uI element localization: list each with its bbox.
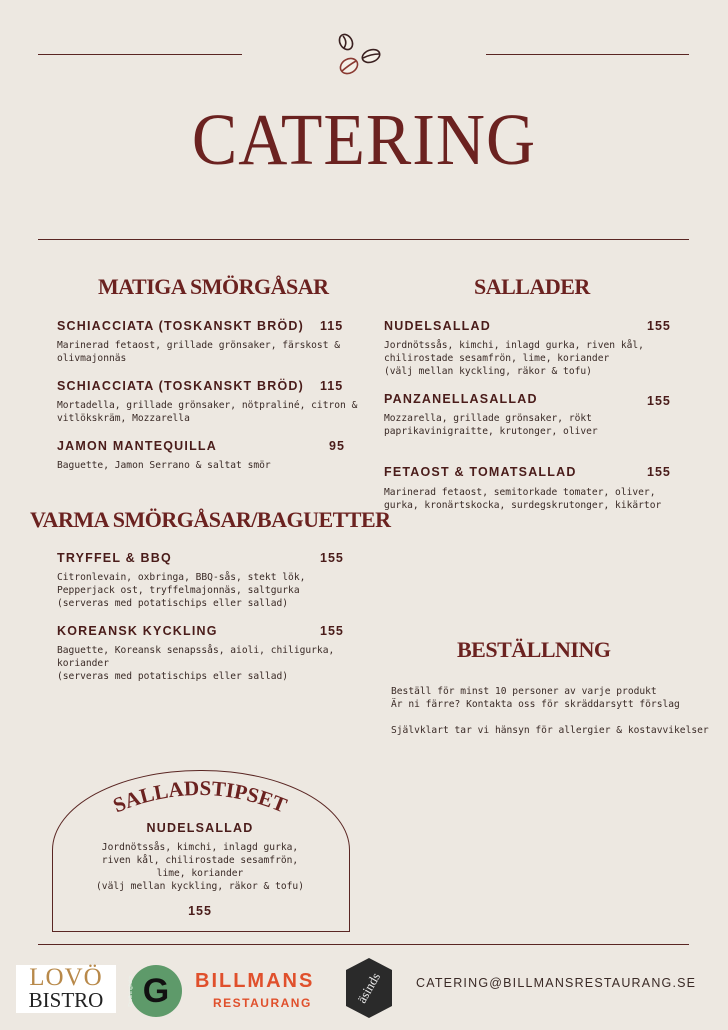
salad-tip-heading-text: SALLADSTIPSET [109,775,291,818]
g-logo-letter: G [142,972,170,1010]
menu-item-desc: Jordnötssås, kimchi, inlagd gurka, riven kål, chilirostade sesamfrön, lime, koriander (välj mellan kyckling, räkor & tofu) [384,340,644,377]
order-info-text: Beställ för minst 10 personer av varje produkt Är ni färre? Kontakta oss för skräddarsytt förslag [391,686,680,710]
menu-item-price: 155 [320,551,344,565]
cube-logo-text: äsinds [353,969,384,1006]
menu-item-desc: Marinerad fetaost, grillade grönsaker, färskost & olivmajonnäs [57,340,341,364]
cube-logo [344,956,394,1020]
title-underline-rule [38,239,689,240]
menu-item-name: JAMON MANTEQUILLA [57,439,217,453]
section-heading-bestallning: BESTÄLLNING [457,637,611,662]
lovo-bistro-logo [16,965,116,1013]
menu-item-price: 155 [647,465,671,479]
menu-item-price: 115 [320,379,344,393]
menu-item-name: TRYFFEL & BBQ [57,551,172,565]
g-logo-ring-text: Drottningholm [128,975,134,1007]
menu-item-name: SCHIACCIATA (TOSKANSKT BRÖD) [57,379,305,393]
footer-rule [38,944,689,945]
lovo-logo-line2: BISTRO [28,988,104,1012]
menu-item-desc: Mortadella, grillade grönsaker, nötpraliné, citron & vitlökskräm, Mozzarella [57,400,358,424]
menu-item-name: PANZANELLASALLAD [384,392,538,406]
menu-item-price: 155 [320,624,344,638]
billmans-logo-sub: RESTAURANG [213,996,312,1010]
menu-item-desc: Baguette, Jamon Serrano & saltat smör [57,460,271,471]
menu-item-name: NUDELSALLAD [384,319,491,333]
contact-email[interactable]: CATERING@BILLMANSRESTAURANG.SE [416,976,697,990]
menu-item-price: 155 [647,394,671,408]
menu-item-name: FETAOST & TOMATSALLAD [384,465,577,479]
svg-text:SALLADSTIPSET [110,776,291,818]
salad-tip-desc: Jordnötssås, kimchi, inlagd gurka, riven kål, chilirostade sesamfrön, lime, koriander (välj mellan kyckling, räkor & tofu) [96,842,304,892]
section-heading-sallader: SALLADER [474,274,590,299]
menu-item-price: 95 [329,439,345,453]
billmans-logo-name: BILLMANS [195,970,315,992]
section-heading-matiga: MATIGA SMÖRGÅSAR [98,274,329,299]
salad-tip-heading [100,770,300,820]
coffee-beans-icon [334,32,384,78]
menu-item-desc: Marinerad fetaost, semitorkade tomater, oliver, gurka, kronärtskocka, surdegskrutonger, kikärtor [384,487,662,511]
top-rule-right [486,54,689,55]
section-heading-varma: VARMA SMÖRGÅSAR/BAGUETTER [30,507,391,532]
menu-item-name: KOREANSK KYCKLING [57,624,218,638]
menu-item-desc: Baguette, Koreansk senapssås, aioli, chiligurka, koriander (serveras med potatischips eller sallad) [57,645,335,682]
menu-item-desc: Mozzarella, grillade grönsaker, rökt paprikavinigraitte, krutonger, oliver [384,413,598,437]
salad-tip-price: 155 [188,904,212,918]
top-rule-left [38,54,242,55]
allergy-info-text: Självklart tar vi hänsyn för allergier & kostavvikelser [391,725,709,736]
lovo-logo-line1: LOVÖ [29,964,103,991]
page-title: CATERING [191,97,537,180]
menu-item-name: SCHIACCIATA (TOSKANSKT BRÖD) [57,319,305,333]
salad-tip-name: NUDELSALLAD [146,821,254,835]
g-logo [130,965,182,1017]
menu-item-price: 115 [320,319,344,333]
menu-item-desc: Citronlevain, oxbringa, BBQ-sås, stekt lök, Pepperjack ost, tryffelmajonnäs, saltgurka (serveras med potatischips eller sallad) [57,572,306,609]
menu-item-price: 155 [647,319,671,333]
